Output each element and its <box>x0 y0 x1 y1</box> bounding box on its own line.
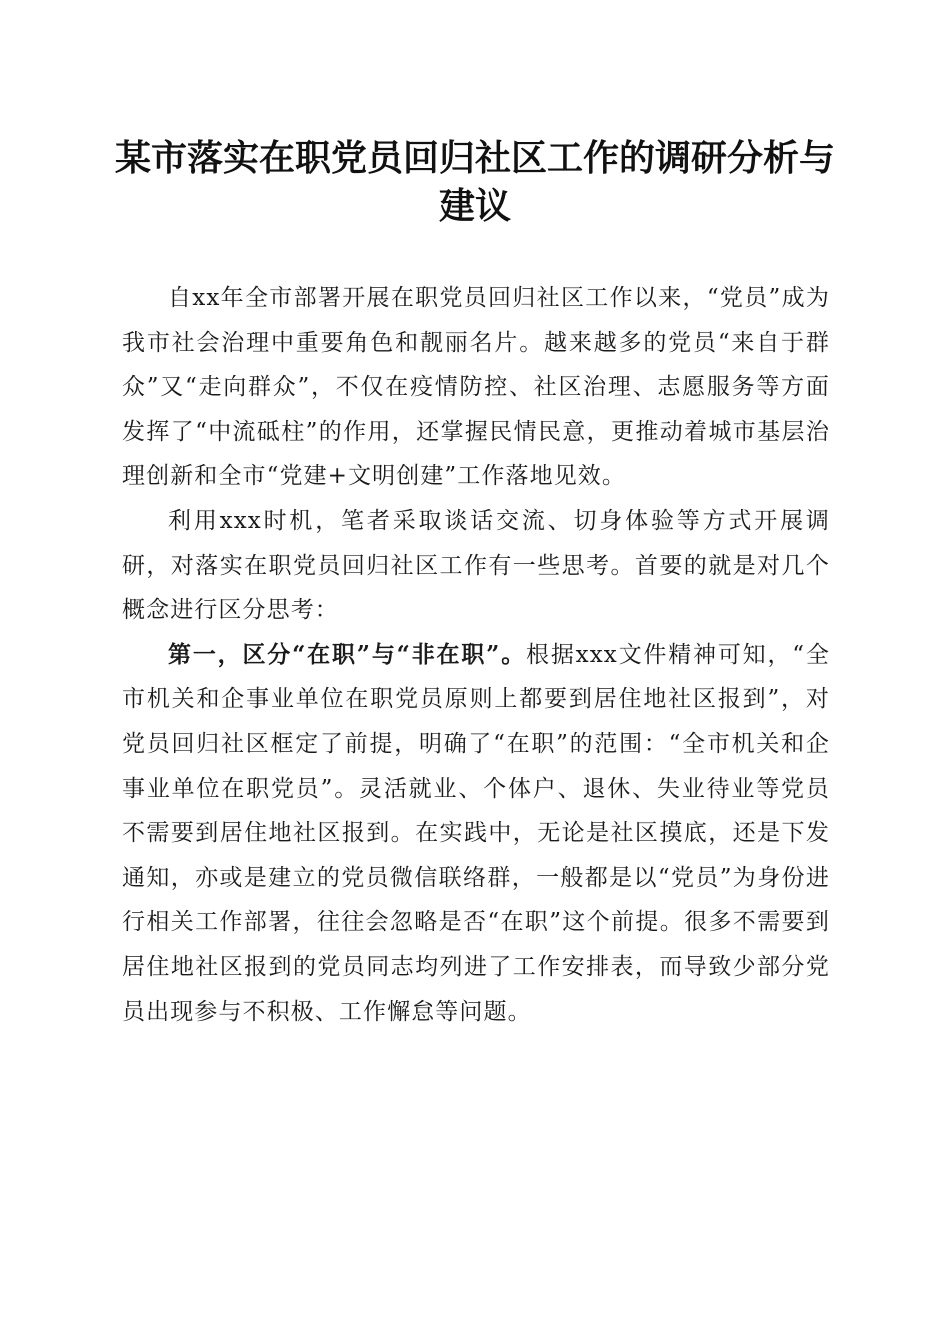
title-line-1: 某市落实在职党员回归社区工作的调研分析与 <box>114 137 835 179</box>
title-line-2: 建议 <box>438 185 511 227</box>
paragraph-research <box>122 499 830 633</box>
document-body <box>122 276 830 1034</box>
first-point-heading: 第一，区分“在职”与“非在职”。 <box>168 640 527 668</box>
paragraph-research-text: 利用xxx时机，笔者采取谈话交流、切身体验等方式开展调研，对落实在职党员回归社区工作有一些思考。首要的就是对几个概念进行区分思考： <box>122 507 830 624</box>
paragraph-intro <box>122 276 830 499</box>
paragraph-intro-text: 自xx年全市部署开展在职党员回归社区工作以来，“党员”成为我市社会治理中重要角色和靓丽名片。越来越多的党员“来自于群众”又“走向群众”，不仅在疫情防控、社区治理、志愿服务等方面发挥了“中流砥柱”的作用，还掌握民情民意，更推动着城市基层治理创新和全市“党建+文明创建”工作落地见效。 <box>122 285 830 490</box>
document-title <box>100 134 850 230</box>
first-point-text: 根据xxx文件精神可知，“全市机关和企事业单位在职党员原则上都要到居住地社区报到”，对党员回归社区框定了前提，明确了“在职”的范围：“全市机关和企事业单位在职党员”。灵活就业、个体户、退休、失业待业等党员不需要到居住地社区报到。在实践中，无论是社区摸底，还是下发通知，亦或是建立的党员微信联络群，一般都是以“党员”为身份进行相关工作部署，往往会忽略是否“在职”这个前提。很多不需要到居住地社区报到的党员同志均列进了工作安排表，而导致少部分党员出现参与不积极、工作懈怠等问题。 <box>122 641 830 1025</box>
paragraph-first-point <box>122 633 830 1034</box>
